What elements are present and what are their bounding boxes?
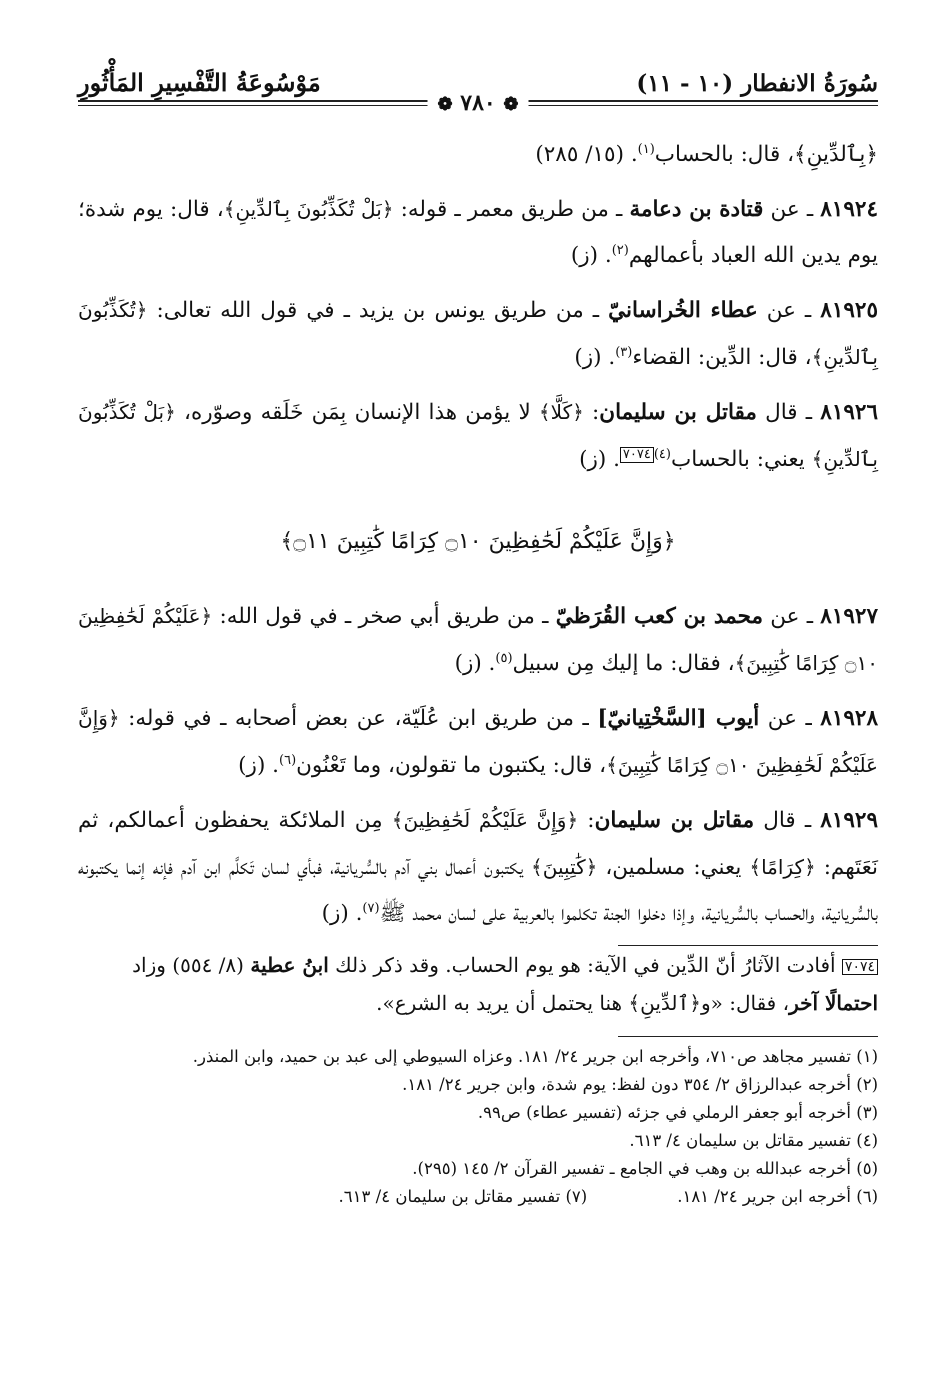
athar-81924: ٨١٩٢٤ ـ عن قتادة بن دعامة ـ من طريق معمر ـ قوله: ﴿بَلْ تُكَذِّبُونَ بِٱلدِّينِ﴾، قال: يوم شدة؛ يوم يدين الله العباد بأعمالهم$^{(٢)}$. (ز): [78, 197, 878, 268]
footnote-ref: (٦): [279, 752, 297, 768]
quran-quote: ﴿كَٰتِبِينَ﴾: [531, 855, 598, 879]
narrator-name: مقاتل بن سليمان: [594, 808, 755, 833]
narrator-name: قتادة بن دعامة: [629, 197, 764, 222]
ayah-heading: ﴿وَإِنَّ عَلَيْكُمْ لَحَٰفِظِينَ ۝١٠ كِرَامًا كَٰتِبِينَ ۝١١﴾: [280, 529, 676, 554]
footnotes: [78, 1043, 878, 1211]
footnote-1: (١) تفسير مجاهد ص٧١٠، وأخرجه ابن جرير ٢٤/ ١٨١. وعزاه السيوطي إلى عبد بن حميد، وابن المنذر.: [192, 1047, 878, 1066]
athar-81926: ٨١٩٢٦ ـ قال مقاتل بن سليمان: ﴿كَلَّا﴾ لا يؤمن هذا الإنسان بِمَن خَلَقه وصوّره، ﴿بَلْ تُكَذِّبُونَ بِٱلدِّينِ﴾ يعني: بالحساب$^{(٤)}$٧٠٧٤. (ز): [78, 400, 879, 472]
footnote-ref: (٤): [653, 446, 671, 462]
main-text: [78, 132, 878, 937]
athar-number: ٨١٩٢٦: [820, 400, 879, 425]
surah-title: سُورَةُ الانفطار (١٠ - ١١): [636, 70, 878, 97]
footnote-4: (٤) تفسير مقاتل بن سليمان ٤/ ٦١٣.: [629, 1131, 878, 1150]
quran-quote: ﴿وَإِنَّ عَلَيْكُمْ لَحَٰفِظِينَ﴾: [391, 808, 579, 832]
quran-quote: ﴿تُكَذِّبُونَ بِٱلدِّينِ﴾: [78, 298, 878, 369]
page-number: ٧٨٠: [460, 90, 496, 116]
athar-number: ٨١٩٢٨: [820, 706, 879, 731]
footnote-6: (٦) أخرجه ابن جرير ٢٤/ ١٨١.: [677, 1187, 878, 1206]
scholar-name: ابنُ عطية: [250, 953, 329, 977]
athar-number: ٨١٩٢٧: [820, 604, 879, 629]
narrator-name: عطاء الخُراسانيّ: [608, 298, 758, 323]
page: [78, 60, 878, 1211]
narrator-name: أيوب [السَّخْتِيانيّ]: [597, 706, 760, 731]
paragraph-continuation: ﴿بِٱلدِّينِ﴾، قال: بالحساب$^{(١)}$. (١٥/ ٢٨٥): [535, 141, 878, 167]
cross-ref-box: ٧٠٧٤: [842, 959, 878, 975]
quran-quote: ﴿بَلْ تُكَذِّبُونَ بِٱلدِّينِ﴾: [78, 400, 878, 471]
page-header: [78, 60, 878, 132]
footnote-ref: (٧): [362, 900, 380, 916]
footnote-ref: (٥): [495, 650, 513, 666]
athar-81928: ٨١٩٢٨ ـ عن أيوب [السَّخْتِيانيّ] ـ من طريق ابن عُلَيّة، عن بعض أصحابه ـ في قوله: ﴿وَإِنَّ عَلَيْكُمْ لَحَٰفِظِينَ ۝١٠ كِرَامًا كَٰتِبِينَ﴾، قال: يكتبون ما تقولون، وما تَعْنُون$^{(٦)}$. (ز): [78, 706, 879, 778]
footnote-5: (٥) أخرجه عبدالله بن وهب في الجامع ـ تفسير القرآن ٢/ ١٤٥ (٢٩٥).: [412, 1159, 878, 1178]
ornament-icon: ❁: [437, 94, 453, 115]
footnote-ref: (٣): [615, 344, 633, 360]
athar-81929: ٨١٩٢٩ ـ قال مقاتل بن سليمان: ﴿وَإِنَّ عَلَيْكُمْ لَحَٰفِظِينَ﴾ مِن الملائكة يحفظون أعمالكم، ثم نَعَتَهم: ﴿كِرَامًا﴾ يعني: مسلمين، ﴿كَٰتِبِينَ﴾ يكتبون أعمال بني آدم بالسُّريانية، فبأي لسان تَكلَّم ابن آدم فإنه إنما يكتبونه بالسُّريانية، والحساب بالسُّريانية، وإذا دخلوا الجنة تكلموا بالعربية على لسان محمد ﷺ$^{(٧)}$. (ز): [78, 808, 879, 926]
narrator-name: مقاتل بن سليمان: [599, 400, 757, 425]
athar-81927: ٨١٩٢٧ ـ عن محمد بن كعب القُرَظيّ ـ من طريق أبي صخر ـ في قول الله: ﴿عَلَيْكُمْ لَحَٰفِظِينَ ۝١٠ كِرَامًا كَٰتِبِينَ﴾، فقال: ما إليك مِن سبيل$^{(٥)}$. (ز): [78, 604, 879, 676]
quran-quote: ﴿عَلَيْكُمْ لَحَٰفِظِينَ ۝١٠ كِرَامًا كَٰتِبِينَ﴾: [78, 604, 878, 675]
athar-number: ٨١٩٢٥: [820, 298, 879, 323]
cross-ref-box: ٧٠٧٤: [620, 447, 654, 463]
footnote-ref: (٢): [611, 242, 629, 258]
athar-number: ٨١٩٢٩: [820, 808, 879, 833]
narrator-name: محمد بن كعب القُرَظيّ: [555, 604, 763, 629]
book-title: مَوْسُوعَةُ التَّفْسِيرِ المَأْثُورِ: [78, 68, 321, 97]
explanation-note: ٧٠٧٤ أفادت الآثارُ أنّ الدِّين في الآية: هو يوم الحساب. وقد ذكر ذلك ابنُ عطية (٨/ ٥٥٤) وزاد احتمالًا آخر، فقال: «و﴿ٱلدِّينِ﴾ هنا يحتمل أن يريد به الشرع».: [132, 953, 878, 1015]
footnote-7: (٧) تفسير مقاتل بن سليمان ٤/ ٦١٣.: [338, 1187, 588, 1206]
quran-quote: ﴿كَلَّا﴾: [538, 400, 584, 424]
footnote-row: [78, 1183, 878, 1211]
ornament-icon: ❁: [503, 94, 519, 115]
quran-quote: ﴿ٱلدِّينِ﴾: [628, 991, 701, 1015]
quran-quote: ﴿وَإِنَّ عَلَيْكُمْ لَحَٰفِظِينَ ۝١٠ كِرَامًا كَٰتِبِينَ﴾: [78, 706, 878, 777]
quran-quote: ﴿كِرَامًا﴾: [749, 855, 816, 879]
page-number-box: [428, 90, 529, 116]
footnote-2: (٢) أخرجه عبدالرزاق ٢/ ٣٥٤ دون لفظ: يوم شدة، وابن جرير ٢٤/ ١٨١.: [402, 1075, 878, 1094]
footnote-3: (٣) أخرجه أبو جعفر الرملي في جزئه (تفسير عطاء) ص٩٩.: [477, 1103, 878, 1122]
quran-quote: ﴿بَلْ تُكَذِّبُونَ بِٱلدِّينِ﴾: [223, 197, 394, 221]
footnotes-rule: [618, 1036, 878, 1037]
athar-81925: ٨١٩٢٥ ـ عن عطاء الخُراسانيّ ـ من طريق يونس بن يزيد ـ في قول الله تعالى: ﴿تُكَذِّبُونَ بِٱلدِّينِ﴾، قال: الدِّين: القضاء$^{(٣)}$. (ز): [78, 298, 879, 370]
athar-number: ٨١٩٢٤: [820, 197, 878, 222]
